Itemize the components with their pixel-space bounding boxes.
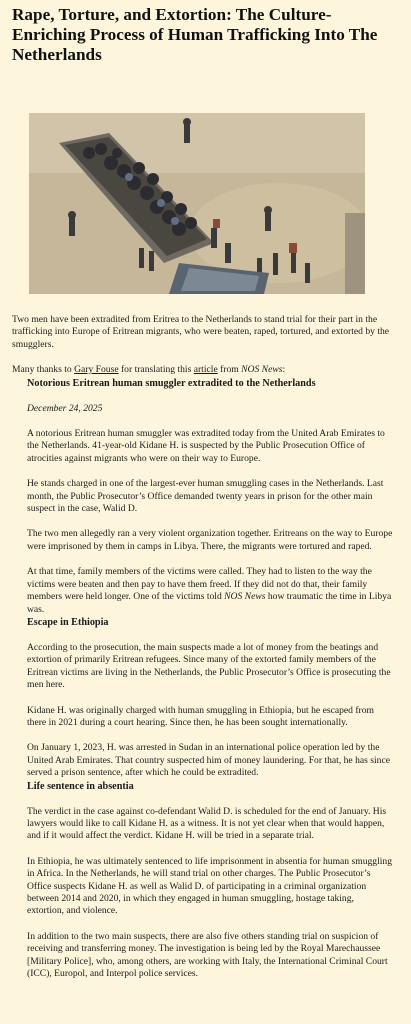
quote-paragraph: In Ethiopia, he was ultimately sentenced to life imprisonment in absentia for human smuggling in Africa. In the Netherlands, he will stand trial on other charges. The Public Prosecutor’s Office suspects Kidane H. as well as Walid D. of participating in a criminal organization between 2014 and 2020, in which they engaged in human smuggling, hostage taking, extortion, and violence.: [27, 855, 393, 917]
article-title: Rape, Torture, and Extortion: The Culture-Enriching Process of Human Trafficking Into The Netherlands: [12, 5, 378, 64]
blockquote: [27, 377, 393, 981]
section-heading-escape: Escape in Ethiopia: [27, 616, 109, 628]
p4-start: At that time, family members of the victims were called. They had to listen to the way the victims were beaten and then pay to have them freed. If they did not do that, their family members were held longer. One of the victims told: [27, 566, 372, 603]
quote-date: December 24, 2025: [27, 402, 103, 414]
quote-headline: Notorious Eritrean human smuggler extradited to the Netherlands: [27, 377, 316, 389]
translation-credit: [12, 364, 399, 376]
article-photo: [29, 113, 365, 294]
credit-from: from: [217, 364, 242, 376]
quote-paragraph: In addition to the two main suspects, there are also five others standing trial on suspicion of receiving and transferring money. The investigation is being led by the Royal Marechaussee [Military Police], who, among others, are working with Italy, the International Criminal Court (ICC), Europol, and Interpol police services.: [27, 930, 388, 980]
article-link[interactable]: article: [193, 364, 218, 376]
p4-end: how traumatic the time in Libya was.: [27, 591, 392, 615]
credit-source: NOS News: [241, 364, 283, 376]
credit-suffix: :: [282, 364, 286, 376]
quote-paragraph: According to the prosecution, the main suspects made a lot of money from the beatings and extortion of primarily Eritrean refugees. Since many of the extorted family members of the Eritrean victims are living in the Netherlands, the Public Prosecutor’s Office is prosecuting the men here.: [27, 641, 391, 691]
quote-paragraph: The verdict in the case against co-defendant Walid D. is scheduled for the end of January. His lawyers would like to call Kidane H. as a witness. It is not yet clear when that would happen, and if it would affect the verdict. Kidane H. will be tried in a separate trial.: [27, 805, 387, 842]
section-heading-life-sentence: Life sentence in absentia: [27, 780, 134, 792]
quote-paragraph: On January 1, 2023, H. was arrested in Sudan in an international police operation led by the United Arab Emirates. That country suspected him of money laundering. For that, he has since served a prison sentence, after which he could be extradited.: [27, 742, 390, 779]
translator-link[interactable]: Gary Fouse: [74, 364, 119, 376]
article-lead: Two men have been extradited from Eritrea to the Netherlands to stand trial for their part in the trafficking into Europe of Eritrean migrants, who were beaten, raped, tortured, and extorted by the smugglers.: [12, 314, 390, 350]
quote-paragraph: A notorious Eritrean human smuggler was extradited today from the United Arab Emirates to the Netherlands. 41-year-old Kidane H. is suspected by the Public Prosecution Office of atrocities against migrants who were on their way to Europe.: [27, 428, 385, 464]
photo-trucks-with-migrants: [29, 113, 365, 294]
quote-paragraph: He stands charged in one of the largest-ever human smuggling cases in the Netherlands. Last month, the Public Prosecutor’s Office demanded twenty years in prison for the other main suspect in the case, Walid D.: [27, 478, 384, 515]
quote-paragraph: The two men allegedly ran a very violent organization together. Eritreans on the way to Europe were imprisoned by them in camps in Libya. There, the migrants were tortured and raped.: [27, 528, 393, 552]
credit-prefix: Many thanks to: [12, 364, 75, 376]
quote-paragraph: [27, 566, 393, 616]
credit-middle: for translating this: [118, 364, 194, 376]
p4-source: NOS News: [224, 591, 266, 603]
quote-paragraph: Kidane H. was originally charged with human smuggling in Ethiopia, but he escaped from there in 2021 during a court hearing. Since then, he has been sought internationally.: [27, 704, 374, 728]
